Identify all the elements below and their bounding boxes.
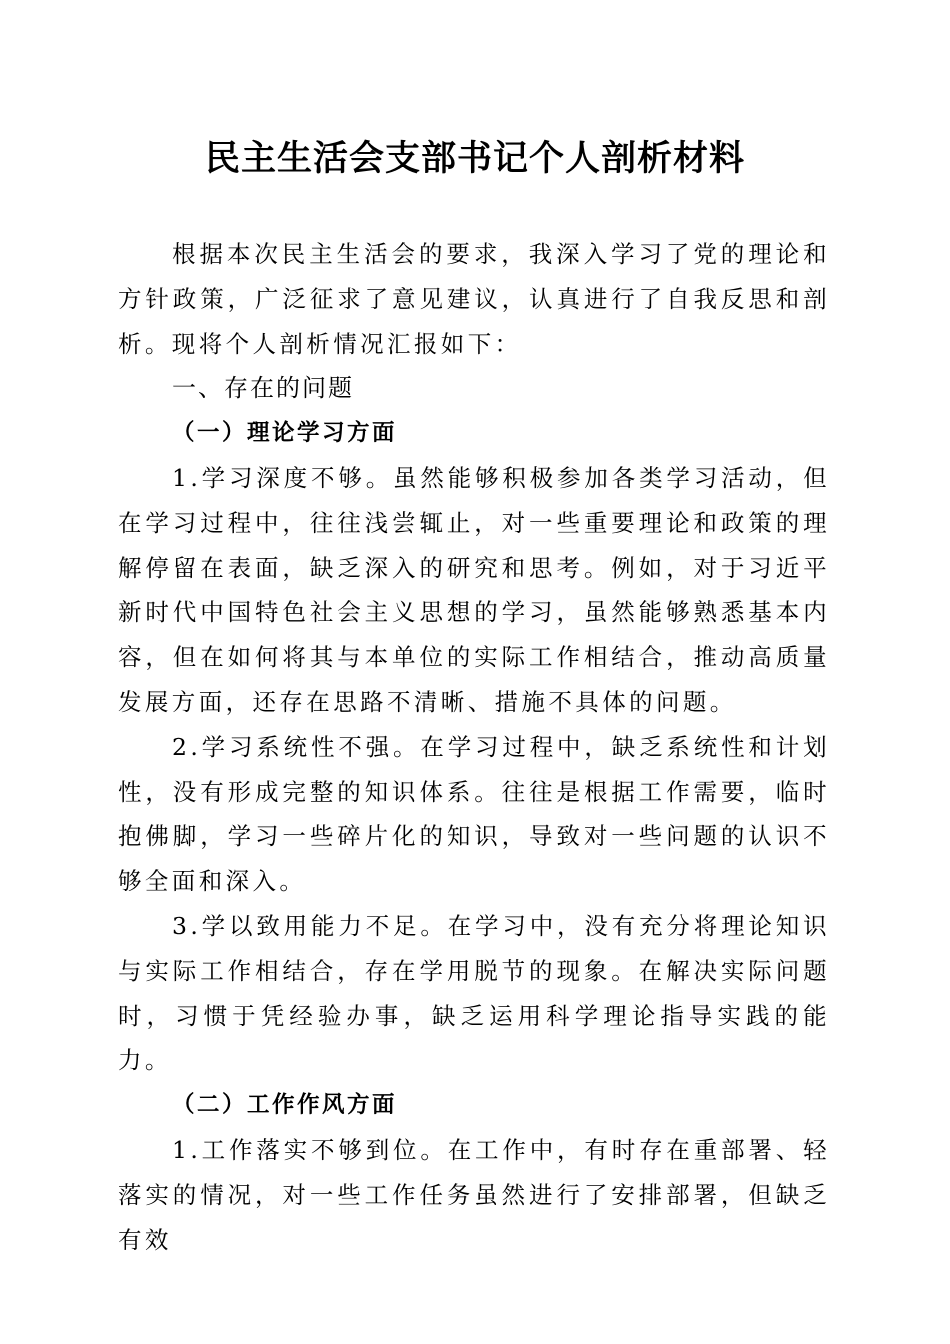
paragraph: 1.学习深度不够。虽然能够积极参加各类学习活动，但在学习过程中，往往浅尝辄止，对一些重要理论和政策的理解停留在表面，缺乏深入的研究和思考。例如，对于习近平新时代中国特色社会主义思想的学习，虽然能够熟悉基本内容，但在如何将其与本单位的实际工作相结合，推动高质量发展方面，还存在思路不清晰、措施不具体的问题。 (118, 463, 830, 716)
paragraph: 3.学以致用能力不足。在学习中，没有充分将理论知识与实际工作相结合，存在学用脱节的现象。在解决实际问题时，习惯于凭经验办事，缺乏运用科学理论指导实践的能力。 (118, 911, 830, 1075)
paragraph: 2.学习系统性不强。在学习过程中，缺乏系统性和计划性，没有形成完整的知识体系。往往是根据工作需要，临时抱佛脚，学习一些碎片化的知识，导致对一些问题的认识不够全面和深入。 (118, 732, 830, 896)
paragraph: 1.工作落实不够到位。在工作中，有时存在重部署、轻落实的情况，对一些工作任务虽然进行了安排部署，但缺乏有效 (118, 1135, 830, 1254)
section-heading: 一、存在的问题 (172, 374, 354, 403)
document-body (118, 232, 830, 1262)
intro-paragraph: 根据本次民主生活会的要求，我深入学习了党的理论和方针政策，广泛征求了意见建议，认真进行了自我反思和剖析。现将个人剖析情况汇报如下： (118, 240, 830, 358)
document-title: 民主生活会支部书记个人剖析材料 (204, 138, 745, 179)
subsection-heading: （一）理论学习方面 (172, 420, 398, 447)
subsection-heading: （二）工作作风方面 (172, 1092, 398, 1119)
